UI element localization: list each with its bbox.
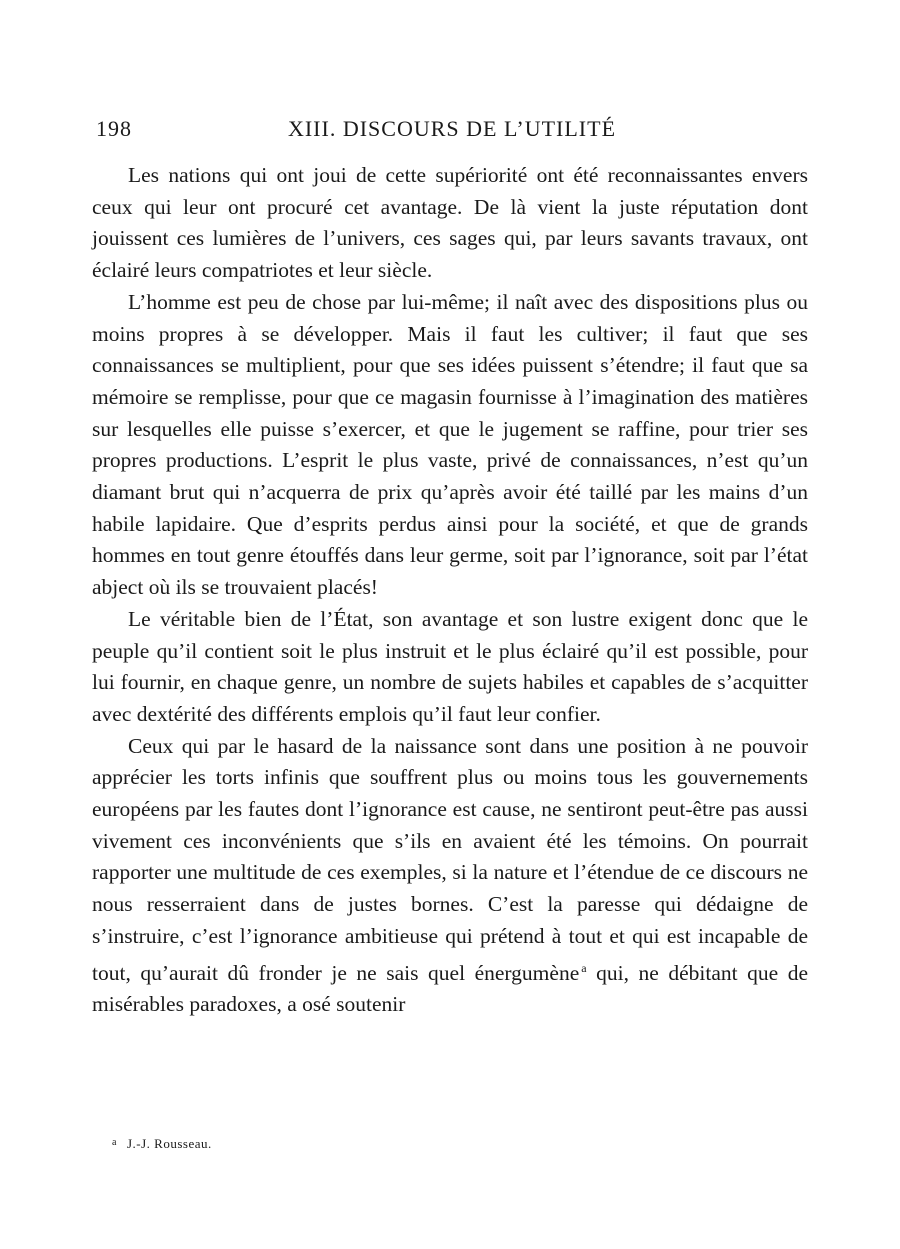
paragraph-4-text-after: qui, ne débitant que de misérables paradoxes, a osé soutenir (92, 960, 809, 1017)
footnote-mark: a (112, 1137, 117, 1148)
footnote-text: J.-J. Rousseau. (126, 1136, 212, 1151)
paragraph-2: L’homme est peu de chose par lui-même; il naît avec des dispositions plus ou moins propres à se développer. Mais il faut les cultiver; il faut que ses connaissances se multiplient, pour que ses idées puissent s’étendre; il faut que sa mémoire se remplisse, pour que ce magasin fournisse à l’imagination des matières sur lesquelles elle puisse s’exercer, et que le jugement se raffine, pour trier ses propres productions. L’esprit le plus vaste, privé de connaissances, n’est qu’un diamant brut qui n’acquerra de prix qu’après avoir été taillé par les mains d’un habile lapidaire. Que d’esprits perdus ainsi pour la société, et que de grands hommes en tout genre étouffés dans leur germe, soit par l’ignorance, soit par l’état abject où ils se trouvaient placés! (92, 289, 808, 600)
footnote (112, 1136, 212, 1152)
page-number: 198 (96, 116, 132, 141)
page-header (96, 112, 808, 148)
paragraph-3: Le véritable bien de l’État, son avantage et son lustre exigent donc que le peuple qu’il contient soit le plus instruit et le plus éclairé qu’il est possible, pour lui fournir, en chaque genre, un nombre de sujets habiles et capables de s’acquitter avec dextérité des différents emplois qu’il faut leur confier. (92, 606, 808, 726)
paragraph-4 (92, 731, 808, 1021)
paragraph-4-text-before: Ceux qui par le hasard de la naissance sont dans une position à ne pouvoir apprécier les torts infinis que souffrent plus ou moins tous les gouvernements européens par les fautes dont l’ignorance est cause, ne sentiront peut-être pas aussi vivement ces inconvénients que s’ils en avaient été les témoins. On pourrait rapporter une multitude de ces exemples, si la nature et l’étendue de ce discours ne nous resserraient dans de justes bornes. C’est la paresse qui dédaigne de s’instruire, c’est l’ignorance ambitieuse qui prétend à tout et qui est incapable de tout, qu’aurait dû fronder je ne sais quel énergumène (92, 733, 808, 985)
paragraph-1: Les nations qui ont joui de cette supériorité ont été reconnaissantes envers ceux qui leur ont procuré cet avantage. De là vient la juste réputation dont jouissent ces lumières de l’univers, ces sages qui, par leurs savants travaux, ont éclairé leurs compatriotes et leur siècle. (92, 163, 808, 283)
running-title: XIII. DISCOURS DE L’UTILITÉ (287, 116, 617, 141)
footnote-reference: a (581, 960, 587, 975)
body-text (92, 160, 808, 1021)
